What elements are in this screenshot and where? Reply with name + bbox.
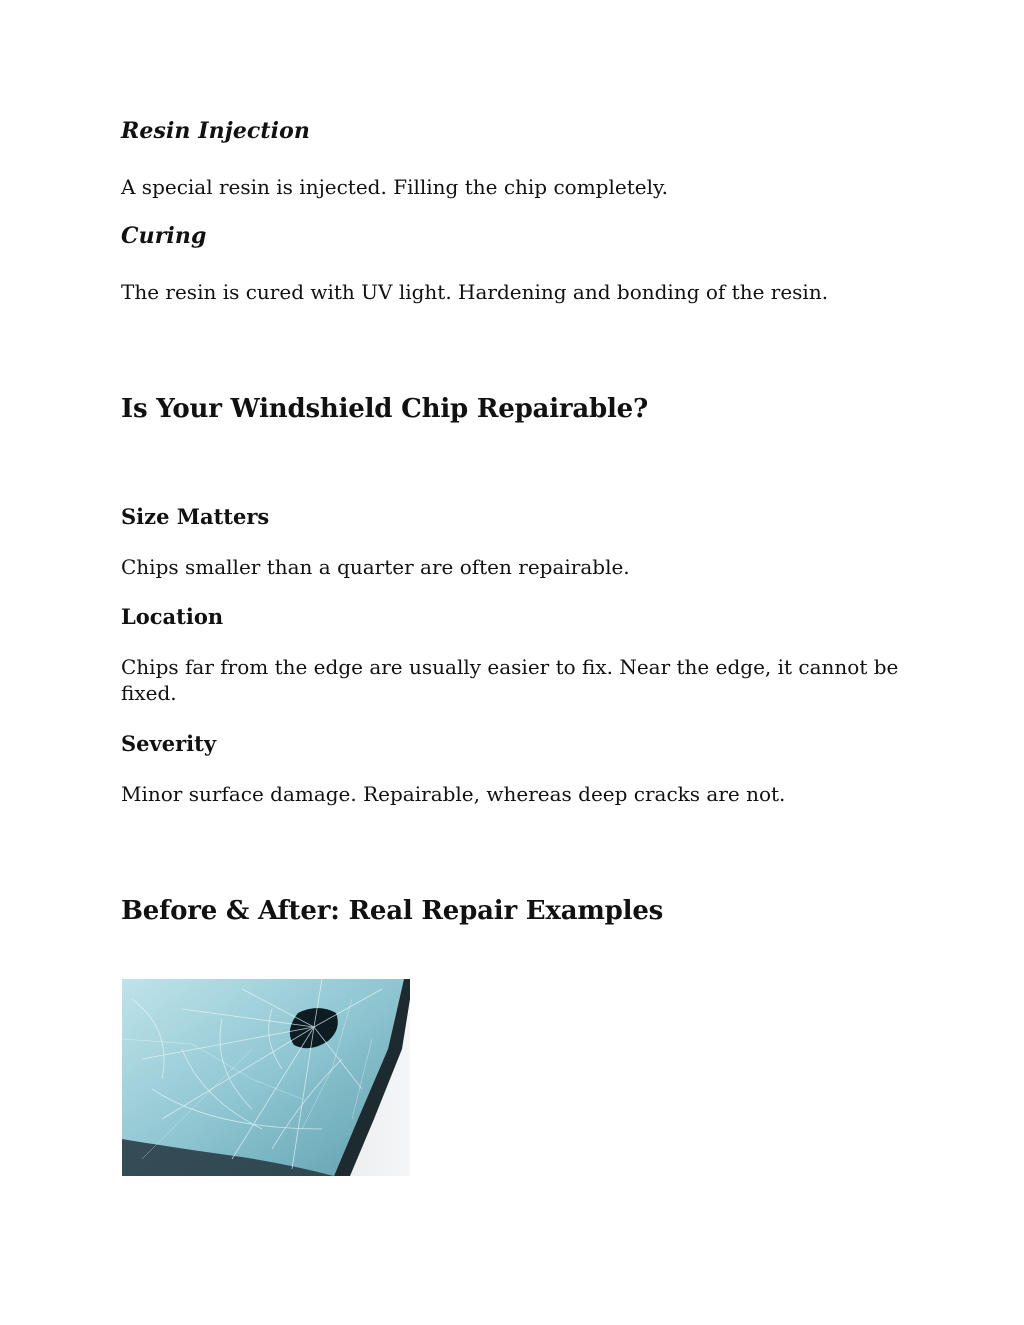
document-page xyxy=(121,0,911,1325)
size-matters-heading: Size Matters xyxy=(121,504,270,529)
resin-injection-text: A special resin is injected. Filling the chip completely. xyxy=(121,175,668,199)
cracked-windshield-image xyxy=(122,979,410,1176)
location-heading: Location xyxy=(121,604,224,629)
examples-section-heading: Before & After: Real Repair Examples xyxy=(121,896,664,926)
windshield-damage-photo xyxy=(122,979,410,1176)
severity-text: Minor surface damage. Repairable, whereas deep cracks are not. xyxy=(121,782,786,806)
location-text: Chips far from the edge are usually easier to fix. Near the edge, it cannot be fixed. xyxy=(121,655,899,705)
curing-text: The resin is cured with UV light. Hardening and bonding of the resin. xyxy=(121,280,829,304)
resin-injection-heading: Resin Injection xyxy=(121,118,311,144)
repairable-section-heading: Is Your Windshield Chip Repairable? xyxy=(121,394,649,424)
curing-heading: Curing xyxy=(121,223,207,249)
severity-heading: Severity xyxy=(121,731,217,756)
size-matters-text: Chips smaller than a quarter are often repairable. xyxy=(121,555,630,579)
